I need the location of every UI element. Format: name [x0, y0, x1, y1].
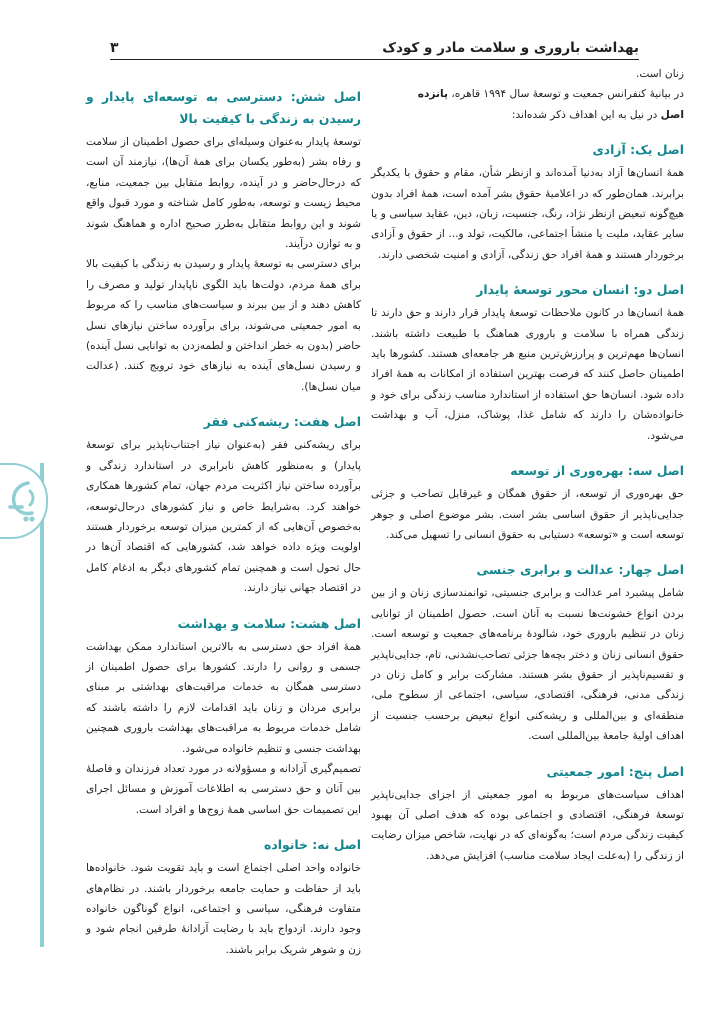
section-principle-3: [371, 460, 684, 545]
publisher-logo-icon: [4, 477, 40, 527]
section-principle-8: [86, 613, 361, 821]
page-number: ۳: [110, 40, 119, 56]
intro-bold: اصل: [660, 108, 684, 121]
running-title: بهداشت باروری و سلامت مادر و کودک: [382, 40, 639, 56]
section-heading: اصل هشت: سلامت و بهداشت: [177, 615, 361, 631]
section-body: حق بهره‌وری از توسعه، از حقوق همگان و غیرقابل تصاحب و جزئی جدایی‌ناپذیر از حقوق اساسی بشر است. بشر موضوع اصلی و جوهر توسعه است و «توسعه» دستیابی به حقوق انسانی را تسهیل می‌کند.: [371, 488, 684, 541]
section-body: همهٔ انسان‌ها آزاد به‌دنیا آمده‌اند و ازنظر شأن، مقام و حقوق با یکدیگر برابرند. همان‌طور که در اعلامیهٔ حقوق بشر آمده است، همهٔ افراد بدون هیچ‌گونه تبعیض ازنظر نژاد، رنگ، جنسیت، زبان، دین، عقاید سیاسی و یا سایر عقاید، ملیت یا منشأ اجتماعی، مالکیت، تولد و... از حقوق و آزادی برخوردار هستند و همهٔ افراد حق زندگی، آزادی و امنیت شخصی دارند.: [371, 167, 684, 261]
intro-bold: پانزده: [417, 88, 448, 101]
section-heading: اصل یک: آزادی: [592, 142, 684, 158]
intro-text: زنان است.: [635, 68, 684, 80]
section-heading: اصل شش: دسترسی به توسعه‌ای پایدار و رسیدن به زندگی با کیفیت بالا: [86, 89, 361, 126]
header-rule: [110, 59, 639, 60]
section-heading: اصل نه: خانواده: [264, 837, 361, 853]
section-heading: اصل چهار: عدالت و برابری جنسی: [476, 562, 684, 578]
section-body: توسعهٔ پایدار به‌عنوان وسیله‌ای برای حصول اطمینان از سلامت و رفاه بشر (به‌طور یکسان برای همهٔ آن‌ها)، نیازمند آن است که درحال‌حاضر و در آینده، روابط متقابل بین جمعیت، منابع، محیط زیست و توسعه، به‌طور کامل شناخته و مورد قبول واقع شوند و این روابط متقابل به‌طرز صحیح اداره و هماهنگ شوند و به توازن درآیند.: [86, 136, 361, 251]
intro-text: در بیانیهٔ کنفرانس جمعیت و توسعهٔ سال ۱۹۹۴ قاهره،: [447, 88, 684, 101]
section-principle-6: [86, 86, 361, 397]
section-body: خانواده واحد اصلی اجتماع است و باید تقویت شود. خانواده‌ها باید از حفاظت و حمایت جامعه برخوردار باشند. در نظام‌های متفاوت فرهنگی، سیاسی و اجتماعی، انواع گوناگون خانواده وجود دارند. ازدواج باید با رضایت آزادانهٔ طرفین انجام شود و زن و شوهر شریک برابر باشند.: [86, 862, 361, 956]
intro-line-2: [371, 84, 684, 104]
section-heading: اصل دو: انسان محور توسعهٔ پایدار: [476, 282, 684, 298]
intro-line-3: [371, 105, 684, 125]
section-body: تصمیم‌گیری آزادانه و مسؤولانه در مورد تعداد فرزندان و فاصلهٔ بین آنان و حق دسترسی به اطلاعات آموزش و مسائل اجرای این تصمیمات حق اساسی همهٔ زوج‌ها و افراد است.: [86, 762, 361, 816]
section-heading: اصل پنج: امور جمعیتی: [546, 763, 684, 779]
section-principle-1: [371, 139, 684, 265]
section-principle-5: [371, 761, 684, 867]
intro: [371, 64, 684, 125]
section-body: برای دسترسی به توسعهٔ پایدار و رسیدن به زندگی با کیفیت بالا برای همهٔ مردم، دولت‌ها باید الگوی ناپایدار تولید و مصرف را کاهش دهند و از بین ببرند و سیاست‌های مناسب را که مربوط به امور جمعیتی می‌شوند، برای برآورده ساختن نیازهای نسل حاضر (بدون به خطر انداختن و لطمه‌زدن به توانایی نسل آینده) و رسیدن نسل‌های آینده به نیازهای خود ترویج کنند. (عدالت میان نسل‌ها).: [86, 258, 361, 393]
side-rule: [40, 463, 44, 947]
section-body: همهٔ افراد حق دسترسی به بالاترین استاندارد ممکن بهداشت جسمی و روانی را دارند. کشورها برای حصول اطمینان از دسترسی همگان به خدمات مراقبت‌های بهداشتی بر مبنای برابری مردان و زنان باید اقدامات لازم را داشته باشند که شامل خدمات مربوط به مراقبت‌های بهداشت باروری همچنین بهداشت جنسی و تنظیم خانواده می‌شود.: [86, 640, 361, 755]
section-principle-9: [86, 834, 361, 960]
section-principle-2: [371, 279, 684, 446]
right-column: [371, 64, 684, 880]
section-heading: اصل سه: بهره‌وری از توسعه: [510, 463, 684, 479]
section-body: شامل پیشبرد امر عدالت و برابری جنسیتی، توانمندسازی زنان و از بین بردن انواع خشونت‌ها نسبت به آنان است. حصول اطمینان از توانایی زنان در تنظیم باروری خود، شالودهٔ برنامه‌های جمعیت و توسعه است. حقوق انسانی زنان و دختر بچه‌ها جزئی تصاحب‌نشدنی، تام، جدایی‌ناپذیر و تقسیم‌ناپذیر از حقوق بشر هستند. مشارکت برابر و کامل زنان در زندگی مدنی، فرهنگی، اقتصادی، سیاسی، اجتماعی از سطوح ملی، منطقه‌ای و بین‌المللی و ریشه‌کنی انواع تبعیض برحسب جنسیت از اهداف اولیهٔ جامعهٔ بین‌المللی است.: [371, 587, 684, 743]
section-body: برای ریشه‌کنی فقر (به‌عنوان نیاز اجتناب‌ناپذیر برای توسعهٔ پایدار) و به‌منظور کاهش نابرابری در استاندارد زندگی و برآورده ساختن نیاز اکثریت مردم جهان، تمام کشورها همکاری خواهند کرد. به‌شرایط خاص و نیاز کشورهای درحال‌توسعه، به‌خصوص آن‌هایی که از کمترین میزان توسعه برخوردار هستند اولویت ویژه داده خواهد شد، کشورهایی که اقتصاد آن‌ها در حال تحول است و همچنین تمام کشورهای دیگر به ادغام کامل در اقتصاد جهانی نیاز دارند.: [86, 439, 361, 595]
left-column: [86, 86, 361, 974]
side-decoration: [0, 0, 42, 1024]
section-principle-7: [86, 411, 361, 598]
page-header: [110, 38, 639, 60]
section-body: اهداف سیاست‌های مربوط به امور جمعیتی از اجزای جدایی‌ناپذیر توسعهٔ فرهنگی، اقتصادی و اجتماعی بوده که هدف اصلی آن بهبود کیفیت زندگی مردم است؛ به‌گونه‌ای که در نهایت، شاخص میزان رضایت از زندگی را (به‌علت ایجاد سلامت مناسب) افزایش می‌دهد.: [371, 788, 684, 862]
section-body: همهٔ انسان‌ها در کانون ملاحظات توسعهٔ پایدار قرار دارند و حق دارند تا زندگی همراه با سلامت و باروری هماهنگ با طبیعت داشته باشند. انسان‌ها مهم‌ترین و پرارزش‌ترین منبع هر جامعه‌ای هستند. کشورها باید اطمینان حاصل کنند که فرصت بهترین استفاده از امکانات به همهٔ افراد داده شود. انسان‌ها حق استفاده از استاندارد مناسب زندگی برای خود و خانواده‌شان را دارند که شامل غذا، پوشاک، منزل، آب و بهداشت می‌شود.: [371, 307, 684, 442]
section-principle-4: [371, 559, 684, 746]
intro-line-1: [371, 64, 684, 84]
section-heading: اصل هفت: ریشه‌کنی فقر: [203, 414, 361, 430]
intro-text: در نیل به این اهداف ذکر شده‌اند:: [511, 108, 661, 121]
